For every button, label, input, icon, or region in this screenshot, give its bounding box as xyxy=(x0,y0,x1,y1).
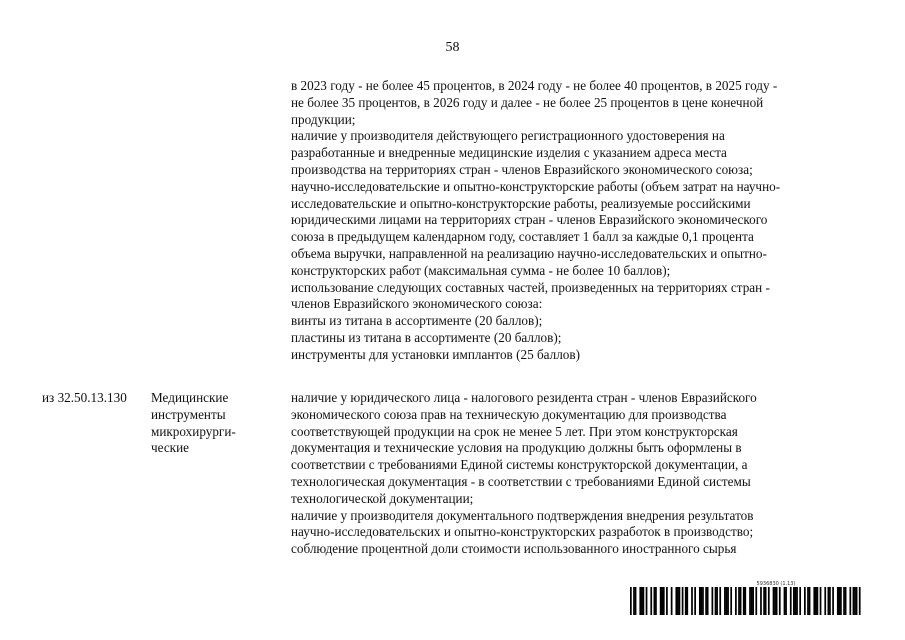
barcode-bar xyxy=(749,587,751,615)
barcode-bar xyxy=(840,587,842,615)
text-line: инструменты для установки имплантов (25 баллов) xyxy=(291,346,581,362)
barcode-bar xyxy=(845,587,847,615)
barcode-bar xyxy=(686,587,688,615)
barcode-bar xyxy=(785,587,787,615)
barcode-bar xyxy=(751,587,753,615)
barcode-bar xyxy=(760,587,762,615)
text-line: продукции; xyxy=(291,111,356,127)
text-line: членов Евразийского экономического союза: xyxy=(291,296,543,312)
barcode-bar xyxy=(724,587,726,615)
barcode-bar xyxy=(793,587,795,615)
barcode-bar xyxy=(655,587,657,615)
barcode-bar xyxy=(643,587,645,615)
barcode-bar xyxy=(843,587,845,615)
barcode-bar xyxy=(685,587,687,615)
text-line: производства на территориях стран - членов Евразийского экономического союза; xyxy=(291,161,753,177)
barcode-bar xyxy=(768,587,770,615)
barcode-bar xyxy=(639,587,641,615)
text-line: объема выручки, направленной на реализацию научно-исследовательских и опытно- xyxy=(291,245,767,261)
product-requirements xyxy=(291,390,861,558)
text-line: не более 35 процентов, в 2026 году и далее - не более 25 процентов в цене конечной xyxy=(291,94,764,110)
text-line: разработанные и внедренные медицинские изделия с указанием адреса места xyxy=(291,145,727,161)
barcode-bar xyxy=(715,587,717,615)
barcode-bar xyxy=(679,587,681,615)
barcode-bar xyxy=(641,587,643,615)
text-line: экономического союза прав на техническую документацию для производства xyxy=(291,406,727,422)
text-line: пластины из титана в ассортименте (20 баллов); xyxy=(291,329,562,345)
barcode-bar xyxy=(784,587,786,615)
text-line: наличие у производителя действующего регистрационного удостоверения на xyxy=(291,128,725,144)
text-line: союза в предыдущем календарном году, составляет 1 балл за каждые 0,1 процента xyxy=(291,229,754,245)
barcode-bar xyxy=(650,587,652,615)
text-line: соответствии с требованиями Единой системы конструкторской документации, а xyxy=(291,457,748,473)
barcode-bar xyxy=(630,587,632,615)
text-line: наличие у производителя документального подтверждения внедрения результатов xyxy=(291,507,754,523)
barcode-bar xyxy=(807,587,809,615)
barcode-bar xyxy=(809,587,811,615)
text-line: винты из титана в ассортименте (20 баллов); xyxy=(291,313,543,329)
text-line: технологическая документация - в соответствии с требованиями Единой системы xyxy=(291,473,751,489)
requirements-continued xyxy=(291,78,861,364)
barcode-bar xyxy=(799,587,801,615)
text-line: технологической документации; xyxy=(291,490,474,506)
text-line: научно-исследовательские и опытно-конструкторские работы (объем затрат на научно- xyxy=(291,178,781,194)
barcode-bar xyxy=(837,587,839,615)
okpd-code: из 32.50.13.130 xyxy=(42,390,127,405)
barcode-bar xyxy=(663,587,665,615)
barcode-bar xyxy=(694,587,696,615)
text-line: исследовательские и опытно-конструкторские работы, реализуемые российскими xyxy=(291,195,751,211)
barcode-bar xyxy=(707,587,709,615)
barcode-bar xyxy=(654,587,656,615)
text-line: использование следующих составных частей, произведенных на территориях стран - xyxy=(291,279,770,295)
barcode-bar xyxy=(675,587,677,615)
product-name-line: ческие xyxy=(151,440,189,456)
product-name xyxy=(151,390,281,457)
barcode-bar xyxy=(743,587,745,615)
barcode-bar xyxy=(705,587,707,615)
barcode-bar xyxy=(820,587,822,615)
barcode-bar xyxy=(813,587,815,615)
barcode-bar xyxy=(815,587,817,615)
barcode-bar xyxy=(666,587,668,615)
barcode-bar xyxy=(773,587,775,615)
barcode-bar xyxy=(804,587,806,615)
barcode-bar xyxy=(727,587,729,615)
barcode-bar xyxy=(646,587,648,615)
barcode-bar xyxy=(774,587,776,615)
barcode-bar xyxy=(795,587,797,615)
page-number: 58 xyxy=(445,40,460,55)
barcode-bar xyxy=(779,587,781,615)
barcode-bar xyxy=(796,587,798,615)
barcode-bar xyxy=(829,587,831,615)
barcode-bar xyxy=(790,587,792,615)
product-name-line: микрохирурги- xyxy=(151,423,236,439)
barcode-area xyxy=(630,581,862,615)
barcode-bar xyxy=(699,587,701,615)
barcode-bar xyxy=(765,587,767,615)
barcode-bar xyxy=(726,587,728,615)
barcode-bar xyxy=(682,587,684,615)
barcode-bar xyxy=(671,587,673,615)
barcode-bar xyxy=(776,587,778,615)
barcode-bar xyxy=(712,587,714,615)
product-name-line: инструменты xyxy=(151,406,226,422)
barcode-bar xyxy=(740,587,742,615)
barcode-bar xyxy=(832,587,834,615)
barcode-bar xyxy=(763,587,765,615)
barcode-bar xyxy=(701,587,703,615)
barcode-bar xyxy=(660,587,662,615)
text-line: соблюдение процентной доли стоимости использованного иностранного сырья xyxy=(291,541,737,557)
barcode-bar xyxy=(853,587,855,615)
barcode-bar xyxy=(744,587,746,615)
text-line: в 2023 году - не более 45 процентов, в 2024 году - не более 40 процентов, в 2025 году - xyxy=(291,78,778,93)
barcode-bar xyxy=(752,587,754,615)
product-name-line: Медицинские xyxy=(151,390,229,405)
barcode-bar xyxy=(702,587,704,615)
text-line: соответствующей продукции на срок не менее 5 лет. При этом конструкторская xyxy=(291,423,738,439)
barcode-bar xyxy=(635,587,637,615)
barcode-bar xyxy=(738,587,740,615)
barcode-bar xyxy=(817,587,819,615)
barcode-bar xyxy=(677,587,679,615)
barcode-bar xyxy=(824,587,826,615)
barcode-bar xyxy=(849,587,851,615)
barcode-bar xyxy=(716,587,718,615)
text-line: юридическими лицами на территориях стран - членов Евразийского экономического xyxy=(291,212,768,228)
barcode-bar xyxy=(838,587,840,615)
barcode-bar xyxy=(856,587,858,615)
barcode-bar xyxy=(859,587,861,615)
barcode-bar xyxy=(730,587,732,615)
text-line: документация и технические условия на продукцию должны быть оформлены в xyxy=(291,440,742,456)
barcode-bar xyxy=(719,587,721,615)
barcode-bar xyxy=(854,587,856,615)
barcode-bar xyxy=(735,587,737,615)
barcode-bar xyxy=(661,587,663,615)
barcode-bar xyxy=(828,587,830,615)
text-line: наличие у юридического лица - налогового резидента стран - членов Евразийского xyxy=(291,390,757,405)
barcode-icon xyxy=(630,587,862,615)
barcode-bar xyxy=(691,587,693,615)
barcode-bar xyxy=(755,587,757,615)
text-line: научно-исследовательских и опытно-конструкторских разработок в производство; xyxy=(291,524,754,540)
text-line: конструкторских работ (максимальная сумма - не более 10 баллов); xyxy=(291,262,671,278)
barcode-bar xyxy=(633,587,635,615)
barcode-label: 5936830 (1.13) xyxy=(756,581,796,587)
